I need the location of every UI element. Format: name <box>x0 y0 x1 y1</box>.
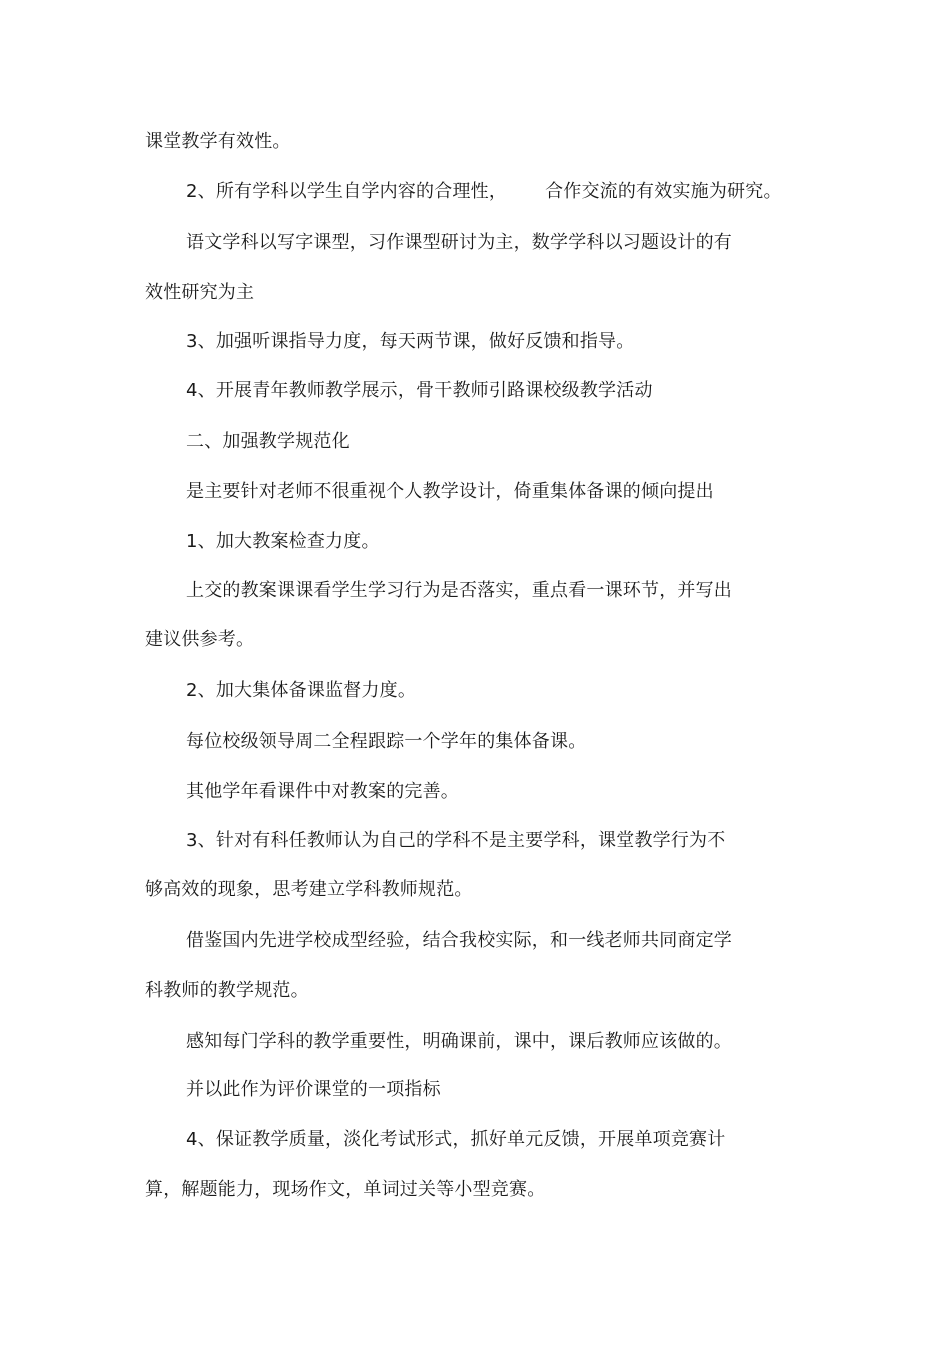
text-line: 语文学科以写字课型，习作课型研讨为主，数学学科以习题设计的有 <box>186 232 732 253</box>
text-line: 够高效的现象，思考建立学科教师规范。 <box>145 879 473 900</box>
text-line: 3、加强听课指导力度，每天两节课，做好反馈和指导。 <box>186 331 635 352</box>
text-line: 算，解题能力，现场作文，单词过关等小型竞赛。 <box>145 1179 546 1200</box>
text-line: 上交的教案课课看学生学习行为是否落实，重点看一课环节，并写出 <box>186 580 732 601</box>
text-line: 借鉴国内先进学校成型经验，结合我校实际，和一线老师共同商定学 <box>186 930 732 951</box>
text-line: 课堂教学有效性。 <box>145 131 291 152</box>
text-line: 每位校级领导周二全程跟踪一个学年的集体备课。 <box>186 731 587 752</box>
text-line: 其他学年看课件中对教案的完善。 <box>186 781 459 802</box>
text-line: 4、保证教学质量，淡化考试形式，抓好单元反馈，开展单项竞赛计 <box>186 1129 726 1150</box>
text-line: 效性研究为主 <box>145 282 255 303</box>
text-line: 4、开展青年教师教学展示，骨干教师引路课校级教学活动 <box>186 380 653 401</box>
text-segment: 2、所有学科以学生自学内容的合理性， <box>186 181 508 202</box>
text-line: 感知每门学科的教学重要性，明确课前，课中，课后教师应该做的。 <box>186 1031 732 1052</box>
text-line: 1、加大教案检查力度。 <box>186 531 380 552</box>
text-line <box>186 180 782 204</box>
text-line: 并以此作为评价课堂的一项指标 <box>186 1079 441 1100</box>
text-line: 2、加大集体备课监督力度。 <box>186 680 417 701</box>
text-line: 建议供参考。 <box>145 629 255 650</box>
text-line: 3、针对有科任教师认为自己的学科不是主要学科，课堂教学行为不 <box>186 830 726 851</box>
text-line: 科教师的教学规范。 <box>145 980 309 1001</box>
text-line: 是主要针对老师不很重视个人教学设计，倚重集体备课的倾向提出 <box>186 481 714 502</box>
text-segment: 合作交流的有效实施为研究。 <box>545 181 782 202</box>
section-heading: 二、加强教学规范化 <box>186 431 350 452</box>
